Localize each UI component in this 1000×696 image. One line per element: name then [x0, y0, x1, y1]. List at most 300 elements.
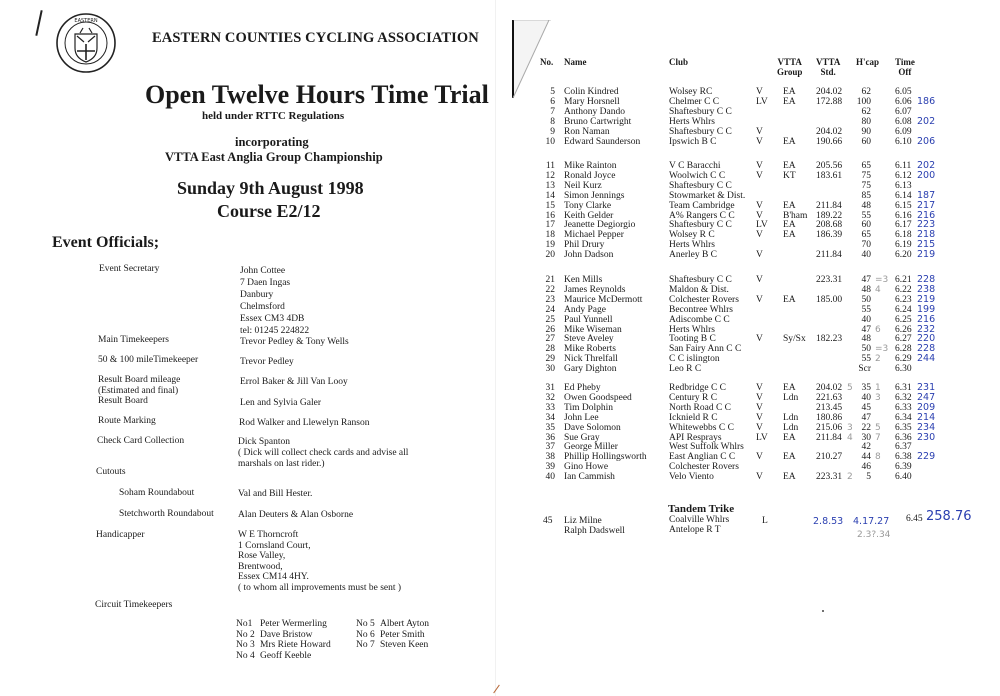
value-line: John Cottee — [240, 266, 286, 276]
rider-hcap: 62 — [861, 106, 871, 117]
official-label: Stetchworth Roundabout — [119, 509, 214, 519]
rider-name: Mike Rainton — [564, 161, 617, 171]
rider-handwritten: 244 — [917, 353, 936, 365]
value-line: Alan Deuters & Alan Osborne — [238, 510, 354, 520]
handwritten-hcap: 4.17.27 — [853, 516, 890, 527]
header-line: Group — [777, 67, 803, 77]
col-header-vtta-group — [777, 57, 802, 77]
timekeeper-row — [236, 619, 331, 630]
incorporating-label: incorporating — [235, 135, 309, 149]
col-header-vtta-std — [816, 57, 840, 77]
official-value — [238, 530, 401, 594]
timekeeper-name: Peter Smith — [380, 629, 425, 640]
rider-hcap: 50 — [861, 294, 871, 305]
rider-time-off: 6.08 — [895, 116, 912, 127]
rider-mark: 3 — [847, 422, 853, 433]
rider-hcap: 5 — [866, 472, 871, 483]
timekeeper-name: Mrs Riete Howard — [260, 640, 331, 650]
rider-club: Colchester Rovers — [669, 294, 739, 305]
tandem-club-2: Antelope R T — [669, 525, 721, 535]
tandem-heading: Tandem Trike — [668, 503, 735, 515]
rider-name: Phillip Hollingsworth — [564, 452, 647, 463]
timekeeper-no: No1 — [236, 619, 253, 629]
official-value — [239, 417, 369, 429]
value-line: Trevor Pedley & Tony Wells — [240, 337, 349, 347]
rider-no: 9 — [550, 126, 555, 137]
handwritten-result: 258.76 — [926, 509, 972, 524]
rider-no: 5 — [550, 87, 555, 97]
rider-no: 18 — [545, 230, 555, 241]
rider-name: John Lee — [564, 412, 599, 423]
rider-vtta-std: 223.31 — [816, 472, 843, 483]
official-value — [238, 437, 408, 470]
rider-name: Mike Wiseman — [564, 324, 622, 335]
rider-vtta-std: 221.63 — [816, 392, 843, 403]
rider-club: Wolsey RC — [669, 87, 713, 97]
rider-place: =3 — [875, 344, 889, 355]
rider-club: East Anglian C C — [669, 452, 736, 463]
rider-time-off: 6.12 — [895, 170, 912, 181]
handwritten-faint: 2.3?.34 — [857, 530, 891, 540]
event-title: Open Twelve Hours Time Trial — [145, 80, 489, 109]
official-value — [240, 356, 294, 368]
rider-vtta-group: EA — [783, 230, 796, 241]
header-line: Std. — [820, 67, 836, 77]
official-label: 50 & 100 mileTimekeeper — [98, 355, 199, 365]
rider-no: 21 — [545, 275, 555, 285]
official-label: Soham Roundabout — [119, 488, 195, 498]
rider-no: 6 — [550, 96, 555, 107]
rider-category: V — [756, 334, 763, 345]
tandem-rider-1: Liz Milne — [564, 516, 602, 526]
rider-handwritten: 216 — [917, 313, 936, 325]
rider-no: 26 — [545, 324, 555, 335]
col-header-no: No. — [540, 57, 554, 67]
rider-name: Anthony Dando — [564, 106, 625, 117]
rider-time-off: 6.15 — [895, 200, 912, 211]
rider-vtta-std: 185.00 — [816, 294, 843, 305]
rider-name: Paul Yunnell — [564, 314, 613, 325]
rider-category: V — [756, 275, 763, 285]
rider-no: 12 — [545, 170, 555, 181]
rider-hcap: 50 — [861, 344, 871, 355]
value-line: Essex CM14 4HY. — [238, 572, 309, 583]
rider-club: Velo Viento — [669, 472, 714, 483]
rider-no: 14 — [545, 190, 555, 201]
rider-no: 33 — [545, 402, 555, 413]
value-line: Dick Spanton — [238, 437, 290, 447]
rider-vtta-group: Ldn — [783, 422, 799, 433]
rider-vtta-group: EA — [783, 452, 796, 463]
rider-vtta-std: 204.02 — [816, 87, 843, 97]
value-line: Val and Bill Hester. — [238, 489, 313, 499]
rider-time-off: 6.19 — [895, 240, 912, 251]
timekeeper-row — [356, 619, 429, 630]
rider-time-off: 6.22 — [895, 284, 912, 295]
rider-club: Herts Whlrs — [669, 240, 715, 251]
page-fold — [495, 0, 496, 696]
rider-time-off: 6.26 — [895, 324, 912, 335]
rider-hcap: 45 — [861, 402, 871, 413]
rider-club: Anerley B C — [669, 250, 718, 261]
rider-club: Whitewebbs C C — [669, 422, 734, 433]
rider-time-off: 6.33 — [895, 402, 912, 413]
value-line: marshals on last rider.) — [238, 459, 325, 469]
rider-handwritten: 232 — [917, 323, 936, 335]
rider-time-off: 6.11 — [895, 161, 912, 171]
timekeeper-no: No 5 — [356, 619, 375, 629]
event-course: Course E2/12 — [217, 201, 321, 221]
rider-hcap: 40 — [861, 314, 871, 325]
rider-club: Redbridge C C — [669, 383, 726, 393]
rider-name: Tony Clarke — [564, 200, 612, 211]
rider-category: V — [756, 412, 763, 423]
rider-name: Colin Kindred — [564, 87, 619, 97]
rider-handwritten: 234 — [917, 421, 936, 433]
rider-vtta-group: EA — [783, 96, 796, 107]
rider-vtta-std: 172.88 — [816, 96, 843, 107]
rider-time-off: 6.30 — [895, 364, 912, 375]
rider-club: San Fairy Ann C C — [669, 344, 742, 355]
rider-no: 8 — [550, 116, 555, 127]
header-line: Time — [895, 57, 915, 67]
rider-hcap: 22 — [861, 422, 871, 433]
rider-name: Ron Naman — [564, 126, 610, 137]
rider-handwritten: 200 — [917, 169, 936, 181]
rider-handwritten: 214 — [917, 411, 936, 423]
rider-handwritten: 231 — [917, 382, 936, 393]
rider-no: 40 — [545, 472, 555, 483]
rider-handwritten: 218 — [917, 229, 936, 241]
rider-vtta-std: 215.06 — [816, 422, 843, 433]
circuit-timekeepers-col1 — [236, 619, 331, 661]
rider-club: West Suffolk Whlrs — [669, 442, 744, 453]
timekeeper-no: No 4 — [236, 650, 255, 661]
rider-name: Simon Jennings — [564, 190, 625, 201]
tandem-time-off: 6.45 — [906, 514, 923, 524]
rider-vtta-std: 211.84 — [816, 432, 842, 443]
value-line: Rod Walker and Llewelyn Ranson — [239, 418, 370, 428]
rider-time-off: 6.28 — [895, 344, 912, 355]
rider-name: Keith Gelder — [564, 210, 614, 221]
rider-vtta-group: EA — [783, 294, 796, 305]
value-line: Errol Baker & Jill Van Looy — [240, 377, 348, 387]
value-line: ( to whom all improvements must be sent ) — [238, 582, 402, 593]
rider-no: 13 — [545, 180, 555, 191]
official-value — [238, 488, 312, 500]
rider-time-off: 6.27 — [895, 334, 912, 345]
timekeeper-no: No 3 — [236, 640, 255, 650]
rider-no: 36 — [545, 432, 555, 443]
rider-vtta-group: EA — [783, 432, 796, 443]
rider-vtta-group: EA — [783, 136, 796, 147]
rider-time-off: 6.09 — [895, 126, 912, 137]
rider-no: 11 — [545, 161, 555, 171]
official-label: Circuit Timekeepers — [95, 600, 173, 610]
rider-time-off: 6.29 — [895, 354, 912, 365]
rider-category: V — [756, 294, 763, 305]
tandem-club-1: Coalville Whlrs — [669, 515, 730, 525]
rider-club: Shaftesbury C C — [669, 126, 732, 137]
rider-handwritten: 228 — [917, 274, 936, 285]
rider-category: V — [756, 383, 763, 393]
official-label — [98, 375, 180, 397]
rider-hcap: 35 — [861, 383, 871, 393]
rider-time-off: 6.14 — [895, 190, 912, 201]
rider-vtta-group: EA — [783, 87, 796, 97]
rider-hcap: 48 — [861, 334, 871, 345]
rider-hcap: 75 — [861, 170, 871, 181]
official-value — [238, 509, 353, 521]
rider-no: 10 — [545, 136, 555, 147]
rider-name: James Reynolds — [564, 284, 626, 295]
rider-no: 24 — [545, 304, 555, 315]
rider-vtta-std: 223.31 — [816, 275, 843, 285]
rider-club: V C Baracchi — [669, 161, 721, 171]
official-label: Handicapper — [96, 530, 145, 540]
rider-name: Bruno Cartwright — [564, 116, 632, 127]
rider-category: V — [756, 136, 763, 147]
rider-hcap: 90 — [861, 126, 871, 137]
col-header-club: Club — [669, 57, 689, 67]
official-label: Event Secretary — [99, 264, 160, 274]
rider-name: Ed Pheby — [564, 383, 601, 393]
timekeeper-row — [356, 640, 429, 651]
rider-club: A% Rangers C C — [669, 210, 735, 221]
rider-vtta-std: 208.68 — [816, 220, 843, 231]
officials-heading: Event Officials; — [52, 234, 160, 251]
rider-vtta-group: EA — [783, 220, 796, 231]
rider-time-off: 6.21 — [895, 275, 912, 285]
rider-club: Herts Whlrs — [669, 116, 715, 127]
rider-handwritten: 219 — [917, 249, 936, 261]
rider-category: V — [756, 87, 763, 97]
rider-name: Jeanette Degiorgio — [564, 220, 636, 231]
rider-hcap: 47 — [861, 412, 871, 423]
rider-club: Colchester Rovers — [669, 462, 739, 473]
value-line: Trevor Pedley — [240, 357, 294, 367]
championship-title: VTTA East Anglia Group Championship — [165, 150, 383, 164]
rider-time-off: 6.39 — [895, 462, 912, 473]
rider-no: 27 — [545, 334, 555, 345]
header-line: VTTA — [777, 57, 802, 67]
rider-time-off: 6.25 — [895, 314, 912, 325]
tandem-category: L — [762, 516, 768, 526]
rider-vtta-group: KT — [783, 170, 796, 181]
rider-category: V — [756, 402, 763, 413]
rider-vtta-std: 182.23 — [816, 334, 843, 345]
value-line: tel: 01245 224822 — [240, 326, 310, 336]
rider-hcap: 40 — [861, 392, 871, 403]
rider-place: 1 — [875, 383, 881, 393]
rider-handwritten: 223 — [917, 219, 936, 231]
value-line: 7 Daen Ingas — [240, 278, 291, 288]
timekeeper-name: Geoff Keeble — [260, 650, 312, 661]
rider-category: LV — [756, 432, 768, 443]
rider-hcap: 85 — [861, 190, 871, 201]
rider-name: Ken Mills — [564, 275, 603, 285]
rider-place: 6 — [875, 324, 881, 335]
rider-place: 4 — [875, 284, 881, 295]
rider-category: V — [756, 161, 763, 171]
official-value — [240, 376, 348, 388]
rider-category: V — [756, 200, 763, 211]
rider-hcap: Scr — [858, 364, 871, 375]
rider-club: Herts Whlrs — [669, 324, 715, 335]
rider-vtta-std: 189.22 — [816, 210, 843, 221]
value-line: ( Dick will collect check cards and advise all — [238, 448, 409, 458]
rider-time-off: 6.16 — [895, 210, 912, 221]
rider-hcap: 48 — [861, 284, 871, 295]
value-line: Essex CM3 4DB — [240, 314, 305, 324]
rider-vtta-std: 210.27 — [816, 452, 843, 463]
rider-category: V — [756, 230, 763, 241]
rider-club: Icknield R C — [669, 412, 718, 423]
rider-category: V — [756, 472, 763, 483]
rider-hcap: 40 — [861, 250, 871, 261]
rider-handwritten: 238 — [917, 283, 936, 295]
rider-name: Owen Goodspeed — [564, 392, 632, 403]
rider-club: Maldon & Dist. — [669, 284, 729, 295]
rider-place: 3 — [875, 392, 881, 403]
rider-category: V — [756, 170, 763, 181]
rider-category: V — [756, 392, 763, 403]
rider-hcap: 46 — [861, 462, 871, 473]
rider-vtta-group: EA — [783, 383, 796, 393]
header-line: VTTA — [816, 57, 841, 67]
event-regulations: held under RTTC Regulations — [202, 110, 345, 122]
timekeeper-no: No 2 — [236, 629, 255, 640]
rider-no: 34 — [545, 412, 555, 423]
rider-vtta-std: 204.02 — [816, 383, 843, 393]
rider-hcap: 65 — [861, 161, 871, 171]
rider-club: Wolsey R C — [669, 230, 715, 241]
rider-time-off: 6.18 — [895, 230, 912, 241]
rider-no: 30 — [545, 364, 555, 375]
speck — [822, 610, 824, 612]
rider-name: Maurice McDermott — [564, 294, 643, 305]
rider-vtta-std: 186.39 — [816, 230, 843, 241]
rider-club: Century R C — [669, 392, 718, 403]
rider-hcap: 55 — [861, 304, 871, 315]
timekeeper-name: Peter Wermerling — [260, 619, 327, 629]
rider-vtta-std: 204.02 — [816, 126, 843, 137]
rider-handwritten: 199 — [917, 303, 936, 315]
rider-time-off: 6.20 — [895, 250, 912, 261]
timekeeper-name: Albert Ayton — [380, 619, 429, 629]
rider-club: Shaftesbury C C — [669, 106, 732, 117]
rider-hcap: 55 — [861, 354, 871, 365]
rider-club: Chelmer C C — [669, 96, 720, 107]
rider-no: 20 — [545, 250, 555, 261]
association-crest-icon — [55, 12, 117, 74]
rider-handwritten: 217 — [917, 199, 936, 211]
rider-vtta-group: Ldn — [783, 392, 799, 403]
rider-hcap: 80 — [861, 116, 871, 127]
rider-time-off: 6.23 — [895, 294, 912, 305]
rider-time-off: 6.35 — [895, 422, 912, 433]
timekeeper-row — [236, 651, 331, 662]
rider-hcap: 60 — [861, 136, 871, 147]
tandem-rider-2: Ralph Dadswell — [564, 526, 625, 536]
rider-hcap: 75 — [861, 180, 871, 191]
rider-club: Ipswich B C — [669, 136, 717, 147]
rider-time-off: 6.38 — [895, 452, 912, 463]
rider-name: Steve Aveley — [564, 334, 614, 345]
rider-hcap: 55 — [861, 210, 871, 221]
rider-club: Shaftesbury C C — [669, 275, 732, 285]
rider-place: 8 — [875, 452, 881, 463]
rider-name: Nick Threlfall — [564, 354, 618, 365]
svg-text:EASTERN: EASTERN — [74, 18, 98, 24]
rider-name: George Miller — [564, 442, 618, 453]
timekeeper-row — [236, 640, 331, 651]
rider-vtta-group: Sy/Sx — [783, 334, 806, 345]
official-label: Result Board — [98, 396, 148, 406]
rider-handwritten: 219 — [917, 293, 936, 305]
rider-place: 7 — [875, 432, 881, 443]
rider-handwritten: 220 — [917, 333, 936, 345]
rider-handwritten: 229 — [917, 451, 936, 463]
rider-vtta-group: Ldn — [783, 412, 799, 423]
value-line: Rose Valley, — [238, 551, 286, 562]
rider-no: 7 — [550, 106, 555, 117]
rider-club: Stowmarket & Dist. — [669, 190, 746, 201]
rider-vtta-std: 190.66 — [816, 136, 843, 147]
rider-name: Tim Dolphin — [564, 402, 614, 413]
rider-time-off: 6.05 — [895, 87, 912, 97]
rider-club: North Road C C — [669, 402, 732, 413]
rider-time-off: 6.17 — [895, 220, 912, 231]
rider-hcap: 70 — [861, 240, 871, 251]
official-value — [240, 397, 321, 409]
rider-vtta-std: 211.84 — [816, 250, 842, 261]
rider-club: Shaftesbury C C — [669, 180, 732, 191]
rider-no: 32 — [545, 392, 555, 403]
organisation-name: EASTERN COUNTIES CYCLING ASSOCIATION — [152, 30, 479, 46]
rider-time-off: 6.13 — [895, 180, 912, 191]
timekeeper-row — [356, 630, 429, 641]
col-header-time-off — [895, 57, 915, 77]
rider-category: V — [756, 126, 763, 137]
tandem-no: 45 — [543, 516, 553, 526]
rider-name: Andy Page — [564, 304, 606, 315]
rider-no: 38 — [545, 452, 555, 463]
rider-hcap: 62 — [861, 87, 871, 97]
rider-handwritten: 187 — [917, 189, 936, 201]
rider-no: 25 — [545, 314, 555, 325]
rider-time-off: 6.31 — [895, 383, 912, 393]
rider-place: =3 — [875, 275, 889, 285]
rider-time-off: 6.07 — [895, 106, 912, 117]
rider-vtta-group: EA — [783, 200, 796, 211]
rider-vtta-std: 205.56 — [816, 161, 843, 171]
rider-name: Mike Roberts — [564, 344, 616, 355]
label-line: Result Board mileage — [98, 375, 181, 385]
rider-mark: 2 — [847, 472, 853, 483]
rider-category: LV — [756, 96, 768, 107]
rider-category: LV — [756, 220, 768, 231]
rider-place: 2 — [875, 354, 881, 365]
rider-club: Team Cambridge — [669, 200, 735, 211]
rider-handwritten: 202 — [917, 115, 936, 127]
timekeeper-no: No 6 — [356, 629, 375, 640]
pen-mark — [35, 10, 42, 36]
rider-name: Mary Horsnell — [564, 96, 620, 107]
value-line: Danbury — [240, 290, 274, 300]
value-line: Brentwood, — [238, 561, 283, 572]
rider-no: 17 — [545, 220, 555, 231]
